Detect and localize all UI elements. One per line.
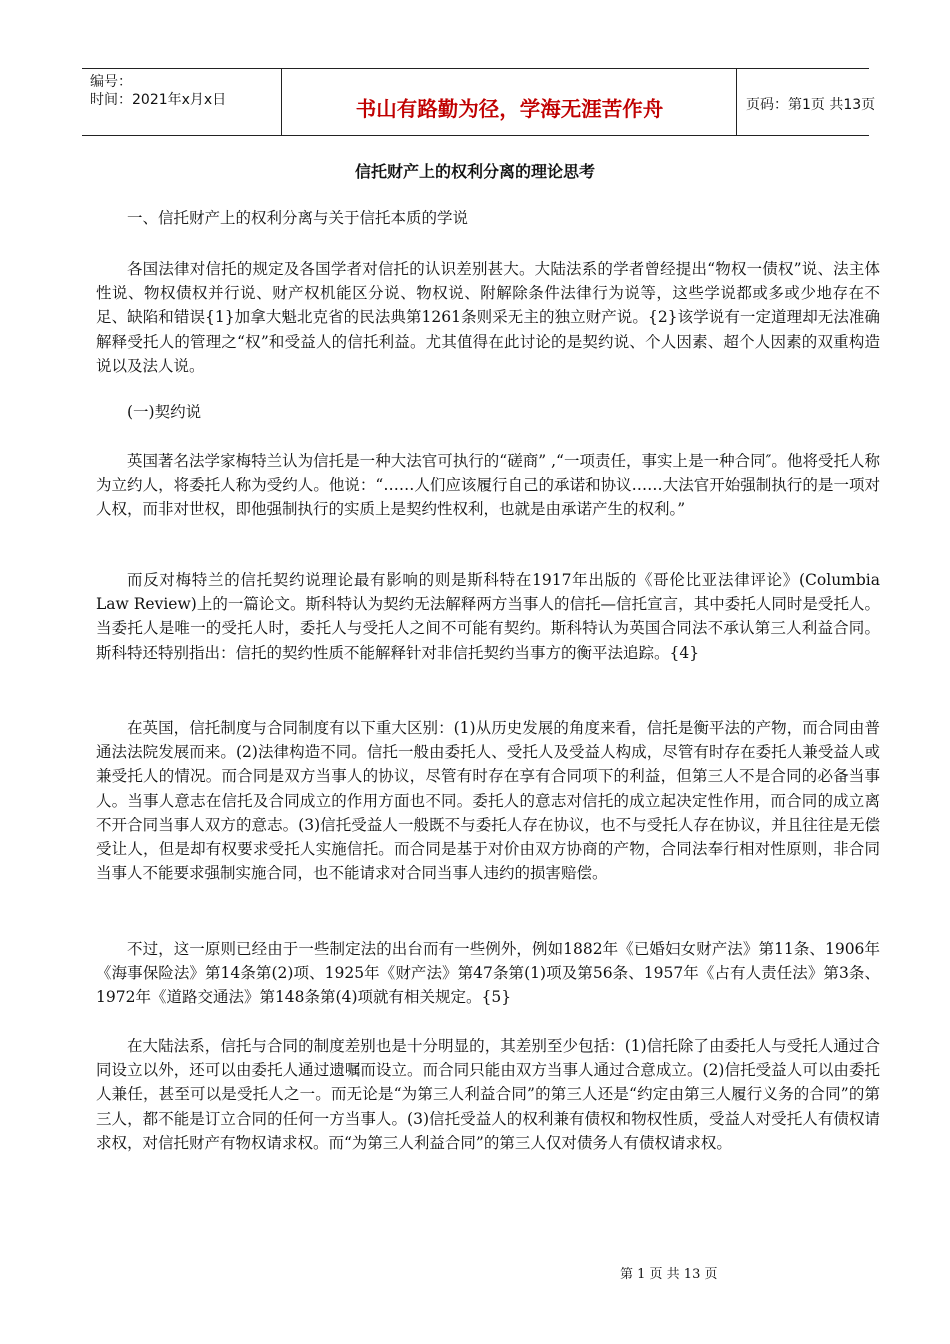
page-info: 页码：第1页 共13页 xyxy=(746,97,876,113)
subsection-heading: (一)契约说 xyxy=(127,403,202,421)
paragraph-5: 不过，这一原则已经由于一些制定法的出台而有一些例外，例如1882年《已婚妇女财产法》第11条、1906年《海事保险法》第14条第(2)项、1925年《财产法》第47条第(1)项及第56条、1957年《占有人责任法》第3条、1972年《道路交通法》第148条第(4)项就有相关规定。{5} xyxy=(96,940,880,1007)
motto-text: 书山有路勤为径，学海无涯苦作舟 xyxy=(355,97,664,121)
paragraph-6: 在大陆法系，信托与合同的制度差别也是十分明显的，其差别至少包括：(1)信托除了由委托人与受托人通过合同设立以外，还可以由委托人通过遗嘱而设立。而合同只能由双方当事人通过合意成立。(2)信托受益人可以由委托人兼任，甚至可以是受托人之一。而无论是“为第三人利益合同”的第三人还是“约定由第三人履行义务的合同”的第三人，都不能是订立合同的任何一方当事人。(3)信托受益人的权利兼有债权和物权性质，受益人对受托人有债权请求权，对信托财产有物权请求权。而“为第三人利益合同”的第三人仅对债务人有债权请求权。 xyxy=(96,1037,880,1152)
paragraph-1: 各国法律对信托的规定及各国学者对信托的认识差别甚大。大陆法系的学者曾经提出“物权一债权”说、法主体性说、物权债权并行说、财产权机能区分说、物权说、附解除条件法律行为说等，这些学说都或多或少地存在不足、缺陷和错误{1}加拿大魁北克省的民法典第1261条则采无主的独立财产说。{2}该学说有一定道理却无法准确解释受托人的管理之“权”和受益人的信托利益。尤其值得在此讨论的是契约说、个人因素、超个人因素的双重构造说以及法人说。 xyxy=(96,260,880,375)
page-footer: 第 1 页 共 13 页 xyxy=(620,1267,718,1282)
paragraph-2: 英国著名法学家梅特兰认为信托是一种大法官可执行的“磋商” ,“一项责任，事实上是一种合同″。他将受托人称为立约人，将委托人称为受约人。他说：“……人们应该履行自己的承诺和协议……大法官开始强制执行的是一项对人权，而非对世权，即他强制执行的实质上是契约性权利，也就是由承诺产生的权利。” xyxy=(96,452,880,519)
code-label: 编号： xyxy=(90,74,132,90)
header-page-cell xyxy=(738,69,876,135)
paragraph-4: 在英国，信托制度与合同制度有以下重大区别：(1)从历史发展的角度来看，信托是衡平法的产物，而合同由普通法法院发展而来。(2)法律构造不同。信托一般由委托人、受托人及受益人构成，尽管有时存在委托人兼受益人或兼受托人的情况。而合同是双方当事人的协议，尽管有时存在享有合同项下的利益，但第三人不是合同的必备当事人。当事人意志在信托及合同成立的作用方面也不同。委托人的意志对信托的成立起决定性作用，而合同的成立离不开合同当事人双方的意志。(3)信托受益人一般既不与委托人存在协议，也不与受托人存在协议，并且往往是无偿受让人，但是却有权要求受托人实施信托。而合同是基于对价由双方协商的产物，合同法奉行相对性原则，非合同当事人不能要求强制实施合同，也不能请求对合同当事人违约的损害赔偿。 xyxy=(96,719,880,883)
header-info-cell xyxy=(82,69,282,135)
header-motto-cell xyxy=(283,69,737,135)
document-title: 信托财产上的权利分离的理论思考 xyxy=(354,162,595,181)
section-heading: 一、信托财产上的权利分离与关于信托本质的学说 xyxy=(127,209,469,227)
paragraph-3: 而反对梅特兰的信托契约说理论最有影响的则是斯科特在1917年出版的《哥伦比亚法律评论》(Columbia Law Review)上的一篇论文。斯科特认为契约无法解释两方当事人的信托—信托宣言，其中委托人同时是受托人。当委托人是唯一的受托人时，委托人与受托人之间不可能有契约。斯科特认为英国合同法不承认第三人利益合同。斯科特还特别指出：信托的契约性质不能解释针对非信托契约当事方的衡平法追踪。{4} xyxy=(96,571,880,662)
time-label: 时间：2021年x月x日 xyxy=(90,92,227,108)
header-table xyxy=(82,68,876,136)
